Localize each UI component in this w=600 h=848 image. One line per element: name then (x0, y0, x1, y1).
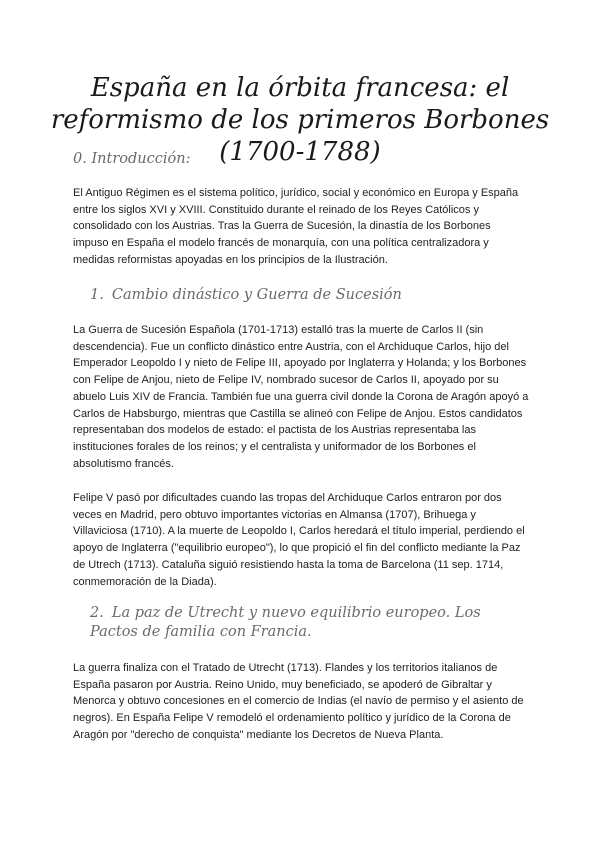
paragraph-tratado-utrecht: La guerra finaliza con el Tratado de Utrecht (1713). Flandes y los territorios italianos de España pasaron por Austria. Reino Unido, muy beneficiado, se apoderó de Gibraltar y Menorca y obtuvo concesiones en el comercio de Indias (el navío de permiso y el asiento de negros). En España Felipe V remodeló el ordenamiento político y jurídico de la Corona de Aragón por "derecho de conquista" mediante los Decretos de Nueva Planta. (73, 662, 524, 741)
paragraph-introduccion: El Antiguo Régimen es el sistema político, jurídico, social y económico en Europa y España entre los siglos XVI y XVIII. Constituido durante el reinado de los Reyes Católicos y consolidado con los Austrias. Tras la Guerra de Sucesión, la dinastía de los Borbones impuso en España el modelo francés de monarquía, con una política centralizadora y medidas reformistas apoyadas en los principios de la Ilustración. (73, 187, 519, 266)
section-heading-paz-utrecht: 2. La paz de Utrecht y nuevo equilibrio europeo. Los Pactos de familia con Francia. (90, 605, 481, 640)
section-heading-introduccion: 0. Introducción: (73, 151, 191, 167)
section-heading-cambio-dinastico: 1. Cambio dinástico y Guerra de Sucesión (90, 287, 402, 303)
document-title: España en la órbita francesa: el reformismo de los primeros Borbones (1700-1788) (50, 73, 550, 167)
paragraph-guerra-sucesion: La Guerra de Sucesión Española (1701-1713) estalló tras la muerte de Carlos II (sin descendencia). Fue un conflicto dinástico entre Austria, con el Archiduque Carlos, hijo del Emperador Leopoldo I y nieto de Felipe III, apoyado por Inglaterra y Holanda; y los Borbones con Felipe de Anjou, nieto de Felipe IV, nombrado sucesor de Carlos II, apoyado por su abuelo Luis XIV de Francia. También fue una guerra civil donde la Corona de Aragón apoyó a Carlos de Habsburgo, mientras que Castilla se alineó con Felipe de Anjou. Estos candidatos representaban dos modelos de estado: el pactista de los Austrias representaba las instituciones forales de los reinos; y el centralista y uniformador de los Borbones el absolutismo francés. (73, 324, 529, 470)
paragraph-felipe-v: Felipe V pasó por dificultades cuando las tropas del Archiduque Carlos entraron por dos veces en Madrid, pero obtuvo importantes victorias en Almansa (1707), Brihuega y Villaviciosa (1710). A la muerte de Leopoldo I, Carlos heredará el título imperial, perdiendo el apoyo de Inglaterra ("equilibrio europeo"), lo que propició el fin del conflicto mediante la Paz de Utrech (1713). Cataluña siguió resistiendo hasta la toma de Barcelona (11 sep. 1714, conmemoración de la Diada). (73, 492, 525, 588)
